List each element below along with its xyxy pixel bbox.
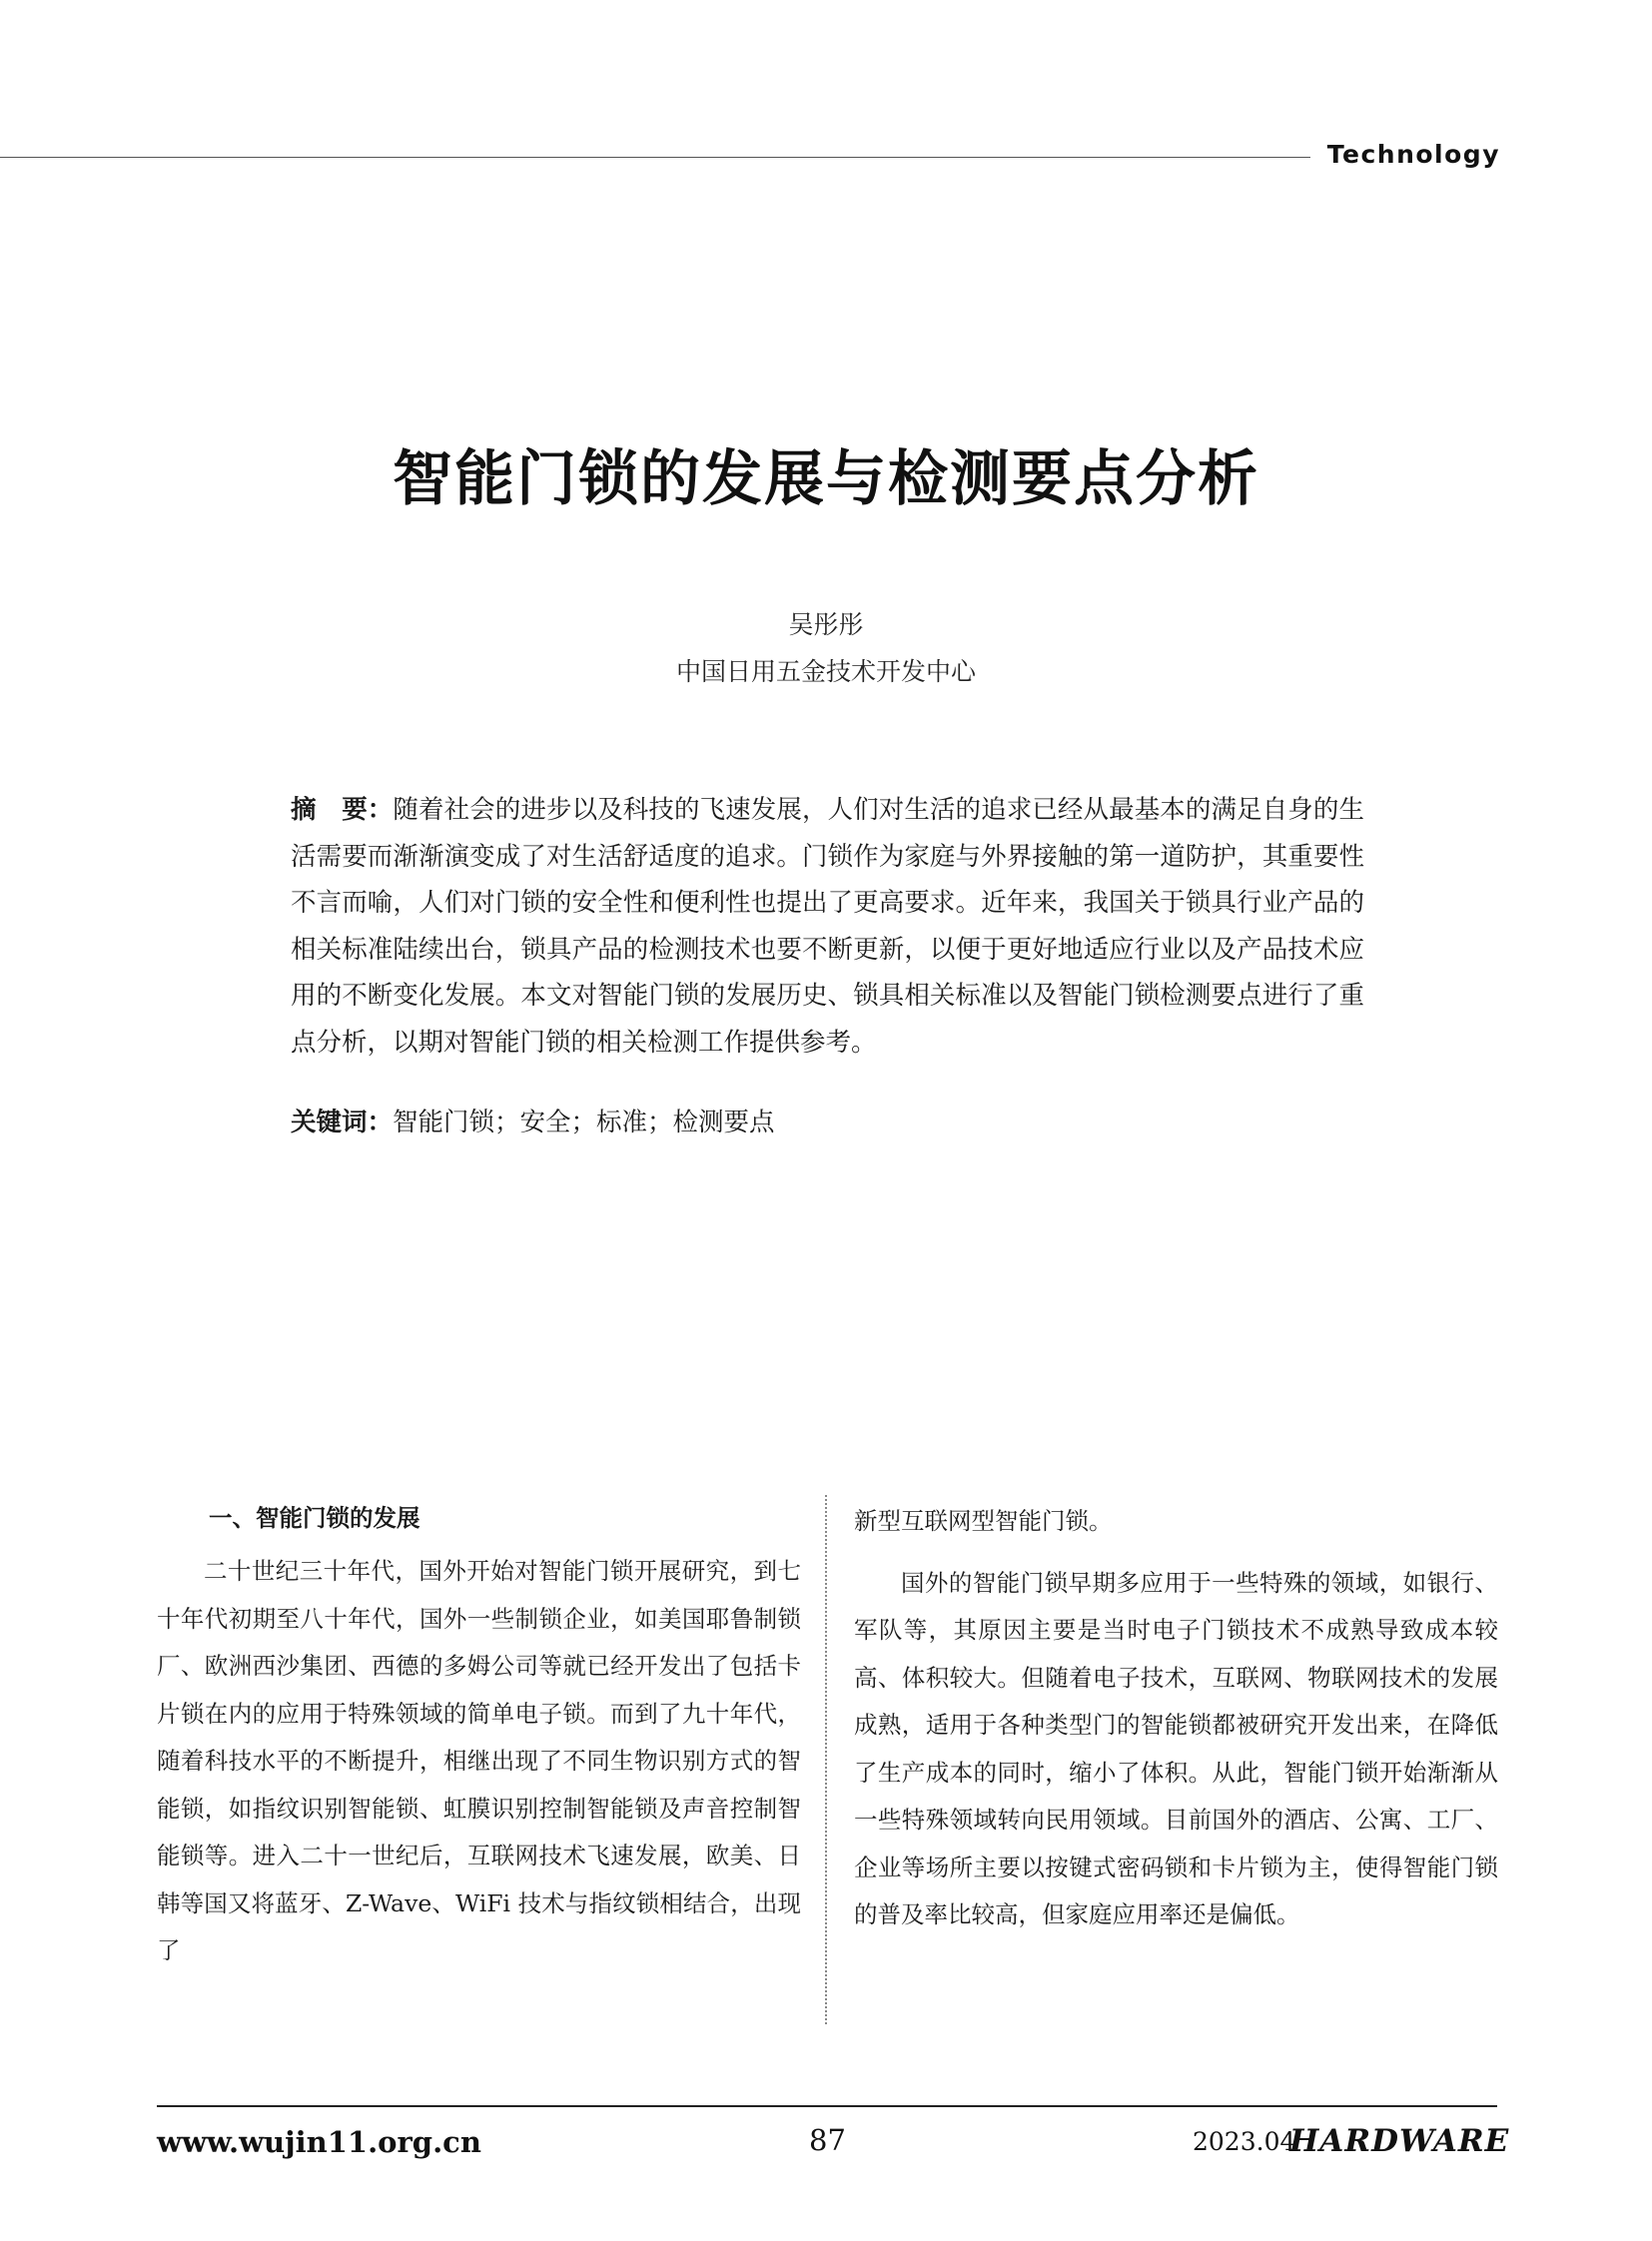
header-rule [0, 157, 1310, 158]
body-paragraph: 二十世纪三十年代，国外开始对智能门锁开展研究，到七十年代初期至八十年代，国外一些制锁企业，如美国耶鲁制锁厂、欧洲西沙集团、西德的多姆公司等就已经开发出了包括卡片锁在内的应用于特殊领域的简单电子锁。而到了九十年代，随着科技水平的不断提升，相继出现了不同生物识别方式的智能锁，如指纹识别智能锁、虹膜识别控制智能锁及声音控制智能锁等。进入二十一世纪后，互联网技术飞速发展，欧美、日韩等国又将蓝牙、Z-Wave、WiFi 技术与指纹锁相结合，出现了 [157, 1557, 801, 1964]
column-divider [825, 1495, 827, 2024]
issue-number: 2023.04 [1193, 2127, 1296, 2156]
keywords-label: 关键词： [291, 1108, 394, 1137]
abstract [291, 787, 1364, 1066]
page-number: 87 [809, 2123, 846, 2157]
footer-rule [157, 2105, 1497, 2107]
author-name: 吴彤彤 [788, 610, 864, 639]
section-label: Technology [1326, 140, 1500, 169]
keywords-text: 智能门锁；安全；标准；检测要点 [393, 1108, 775, 1137]
abstract-label: 摘 要： [291, 795, 394, 825]
article-title: 智能门锁的发展与检测要点分析 [393, 444, 1259, 514]
body-column-left [157, 1498, 801, 1975]
body-paragraph: 国外的智能门锁早期多应用于一些特殊的领域，如银行、军队等，其原因主要是当时电子门锁技术不成熟导致成本较高、体积较大。但随着电子技术，互联网、物联网技术的发展成熟，适用于各种类型门的智能锁都被研究开发出来，在降低了生产成本的同时，缩小了体积。从此，智能门锁开始渐渐从一些特殊领域转向民用领域。目前国外的酒店、公寓、工厂、企业等场所主要以按键式密码锁和卡片锁为主，使得智能门锁的普及率比较高，但家庭应用率还是偏低。 [854, 1568, 1498, 1928]
footer-url: www.wujin11.org.cn [157, 2125, 481, 2159]
author-affiliation: 中国日用五金技术开发中心 [675, 657, 976, 686]
journal-brand: HARDWARE [1289, 2123, 1510, 2159]
section-heading: 一、智能门锁的发展 [209, 1504, 420, 1532]
abstract-text: 随着社会的进步以及科技的飞速发展，人们对生活的追求已经从最基本的满足自身的生活需要而渐渐演变成了对生活舒适度的追求。门锁作为家庭与外界接触的第一道防护，其重要性不言而喻，人们对门锁的安全性和便利性也提出了更高要求。近年来，我国关于锁具行业产品的相关标准陆续出台，锁具产品的检测技术也要不断更新，以便于更好地适应行业以及产品技术应用的不断变化发展。本文对智能门锁的发展历史、锁具相关标准以及智能门锁检测要点进行了重点分析，以期对智能门锁的相关检测工作提供参考。 [291, 795, 1364, 1058]
body-column-right [854, 1498, 1498, 1939]
body-paragraph-continuation: 新型互联网型智能门锁。 [854, 1507, 1113, 1535]
keywords [291, 1103, 1364, 1142]
